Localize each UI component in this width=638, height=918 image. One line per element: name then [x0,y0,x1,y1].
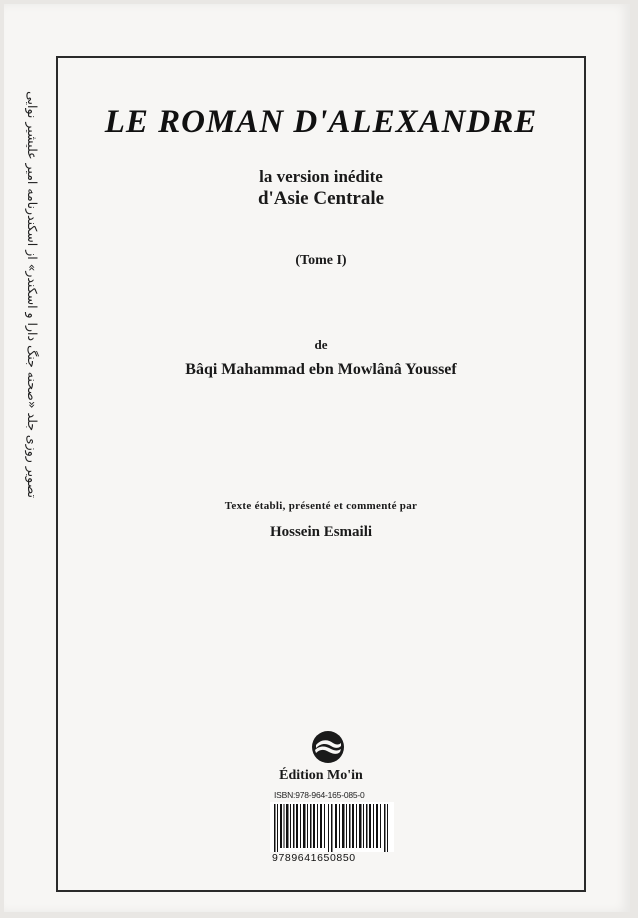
isbn-label: ISBN:978-964-165-085-0 [274,790,365,800]
publisher-logo-icon [311,730,345,764]
barcode-digits: 9789641650850 [272,852,356,864]
tome-label: (Tome I) [295,253,347,268]
subtitle-line-1: la version inédite [259,167,383,186]
side-persian-text: تصویر روزی جلد «صحنه جنگ دارا و اسکندر» از اسکندرنامه امیر علیشیر نوایی [24,90,40,498]
editor-name: Hossein Esmaili [269,524,373,540]
book-title: LE ROMAN D'ALEXANDRE [104,104,538,140]
publisher-name: Édition Mo'in [279,768,363,783]
subtitle-line-2: d'Asie Centrale [257,188,385,209]
side-persian-text-container [20,64,44,524]
barcode-icon [270,802,394,852]
by-label: de [314,337,328,352]
book-cover [4,4,630,912]
edited-by-text: Texte établi, présenté et commenté par [224,500,418,512]
author-name: Bâqi Mahammad ebn Mowlânâ Youssef [185,361,457,378]
